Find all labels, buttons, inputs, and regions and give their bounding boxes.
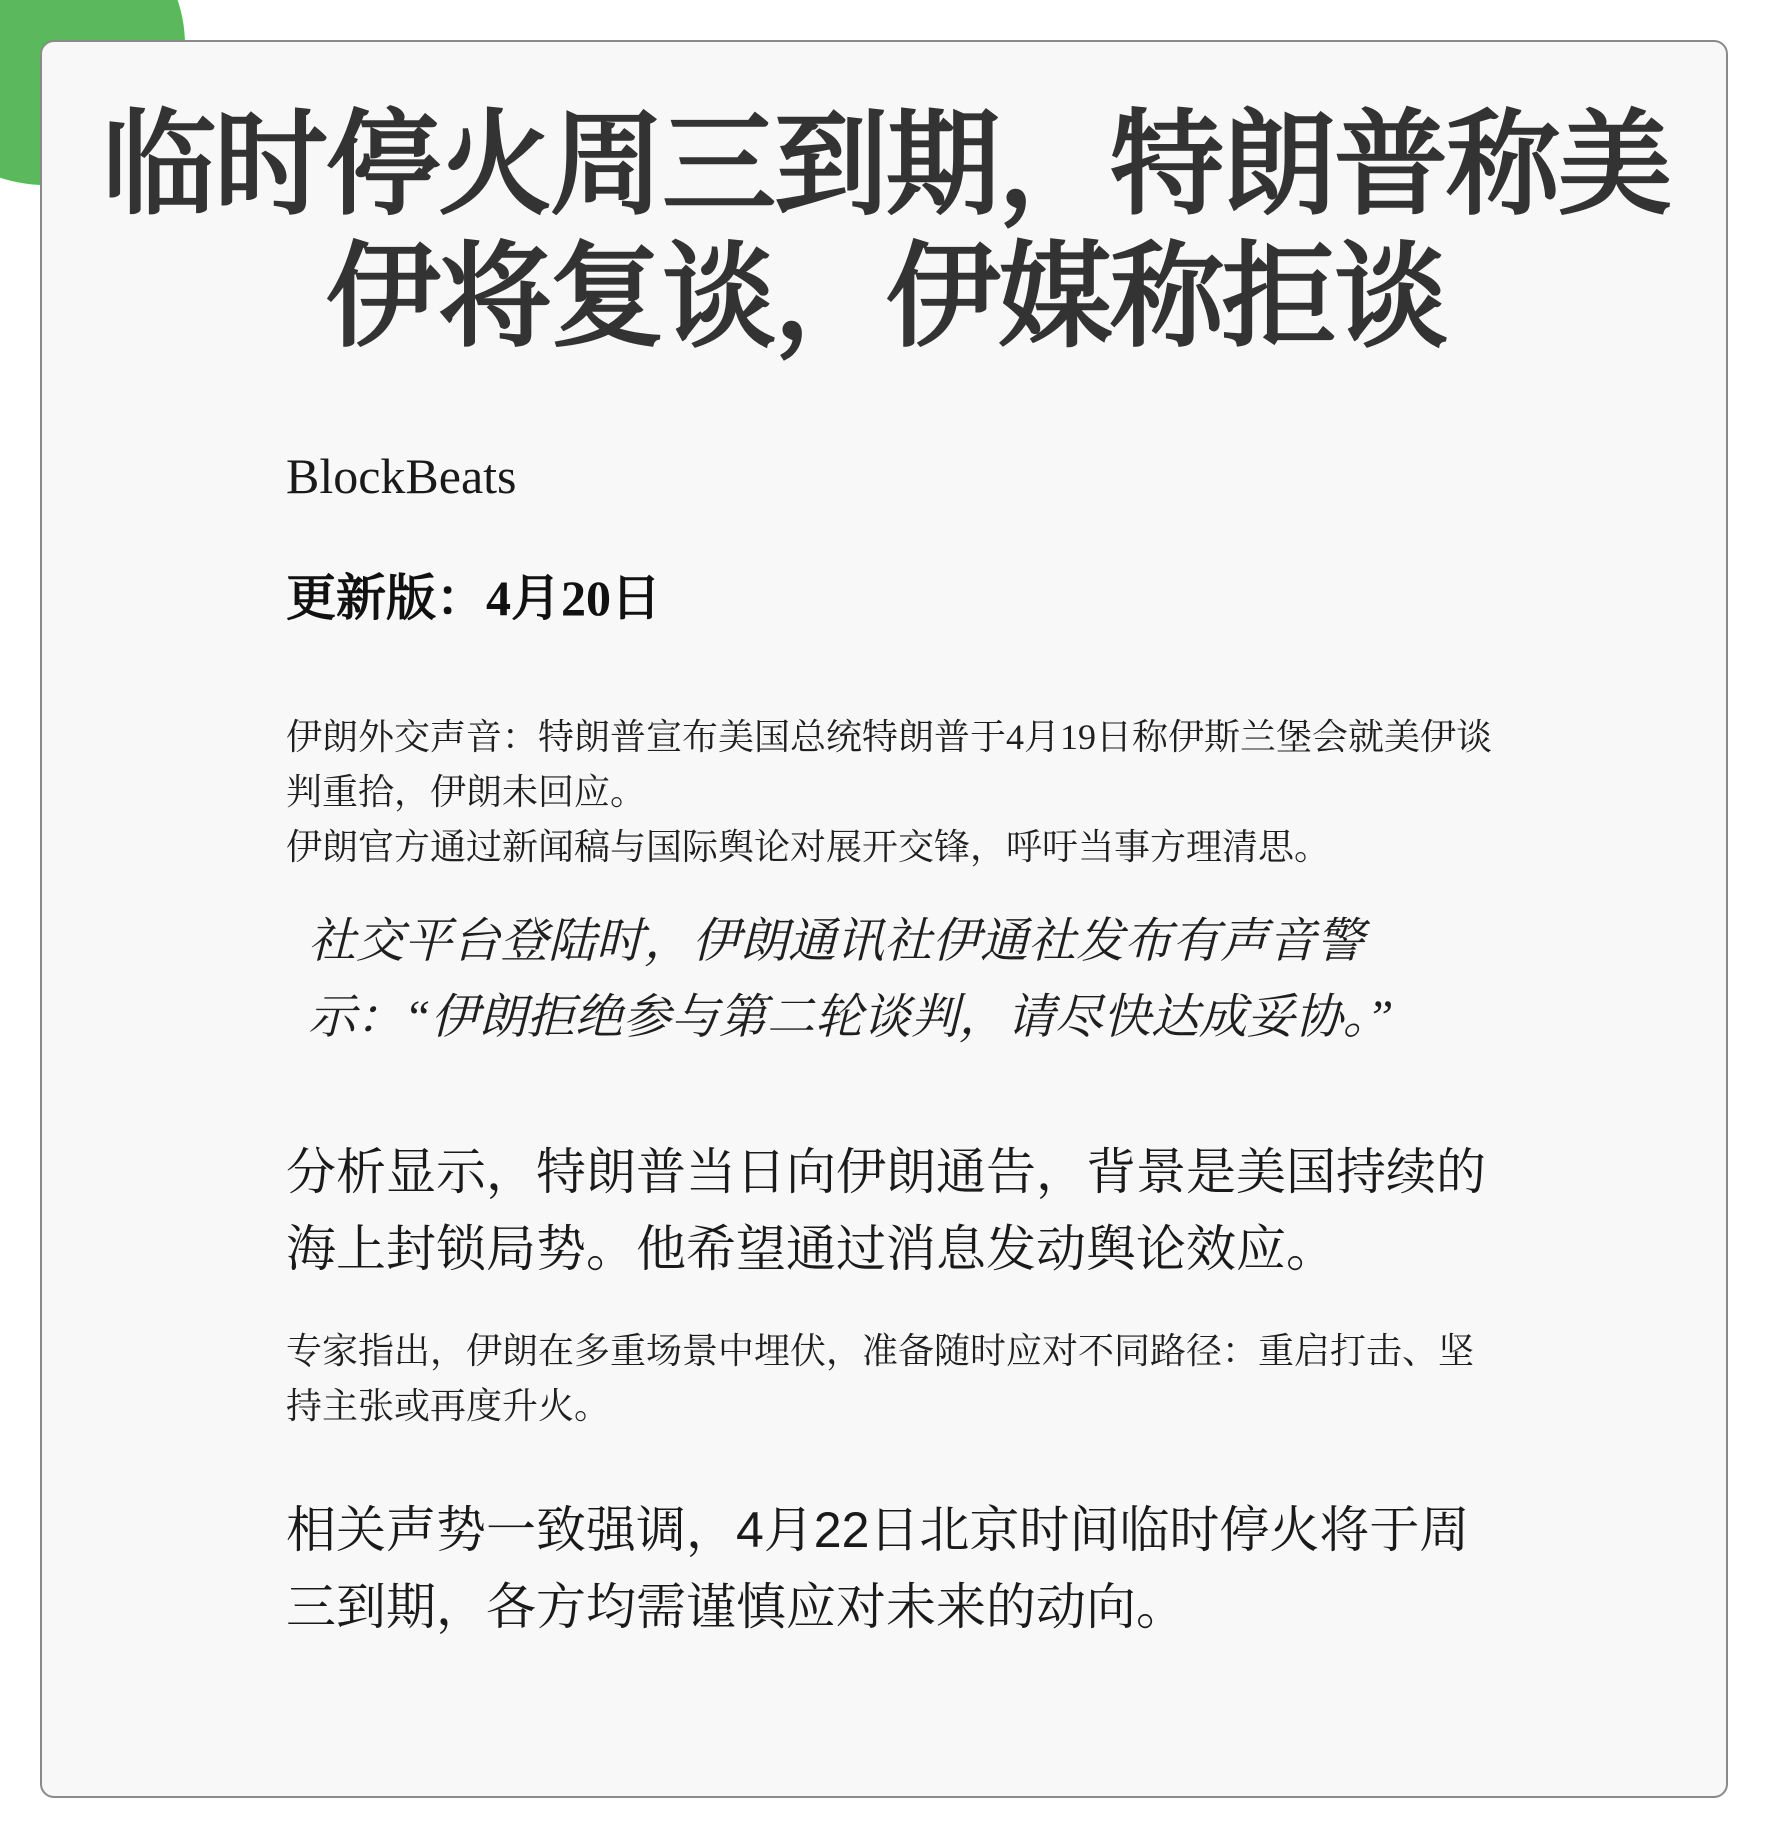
article-card [40, 40, 1728, 1798]
paragraph-diplomacy-text: 伊朗外交声音：特朗普宣布美国总统特朗普于4月19日称伊斯兰堡会就美伊谈判重拾，伊朗未回应。 伊朗官方通过新闻稿与国际舆论对展开交锋，呼吁当事方理清思。 [286, 717, 1493, 867]
update-label: 更新版：4月20日 [286, 570, 661, 626]
article-title: 临时停火周三到期，特朗普称美伊将复谈，伊媒称拒谈 [102, 102, 1671, 361]
paragraph-expert: 专家指出，伊朗在多重场景中埋伏，准备随时应对不同路径：重启打击、坚持主张或再度升火。 [286, 1331, 1475, 1426]
paragraph-conclusion: 相关声势一致强调，4月22日北京时间临时停火将于周三到期，各方均需谨慎应对未来的动向。 [286, 1502, 1470, 1635]
paragraph-analysis: 分析显示，特朗普当日向伊朗通告，背景是美国持续的海上封锁局势。他希望通过消息发动舆论效应。 [286, 1144, 1486, 1277]
article-source: BlockBeats [286, 448, 517, 504]
quote-warning: 社交平台登陆时，伊朗通讯社伊通社发布有声音警示：“伊朗拒绝参与第二轮谈判，请尽快达成妥协。” [308, 915, 1394, 1044]
paragraph-diplomacy [286, 710, 1506, 875]
